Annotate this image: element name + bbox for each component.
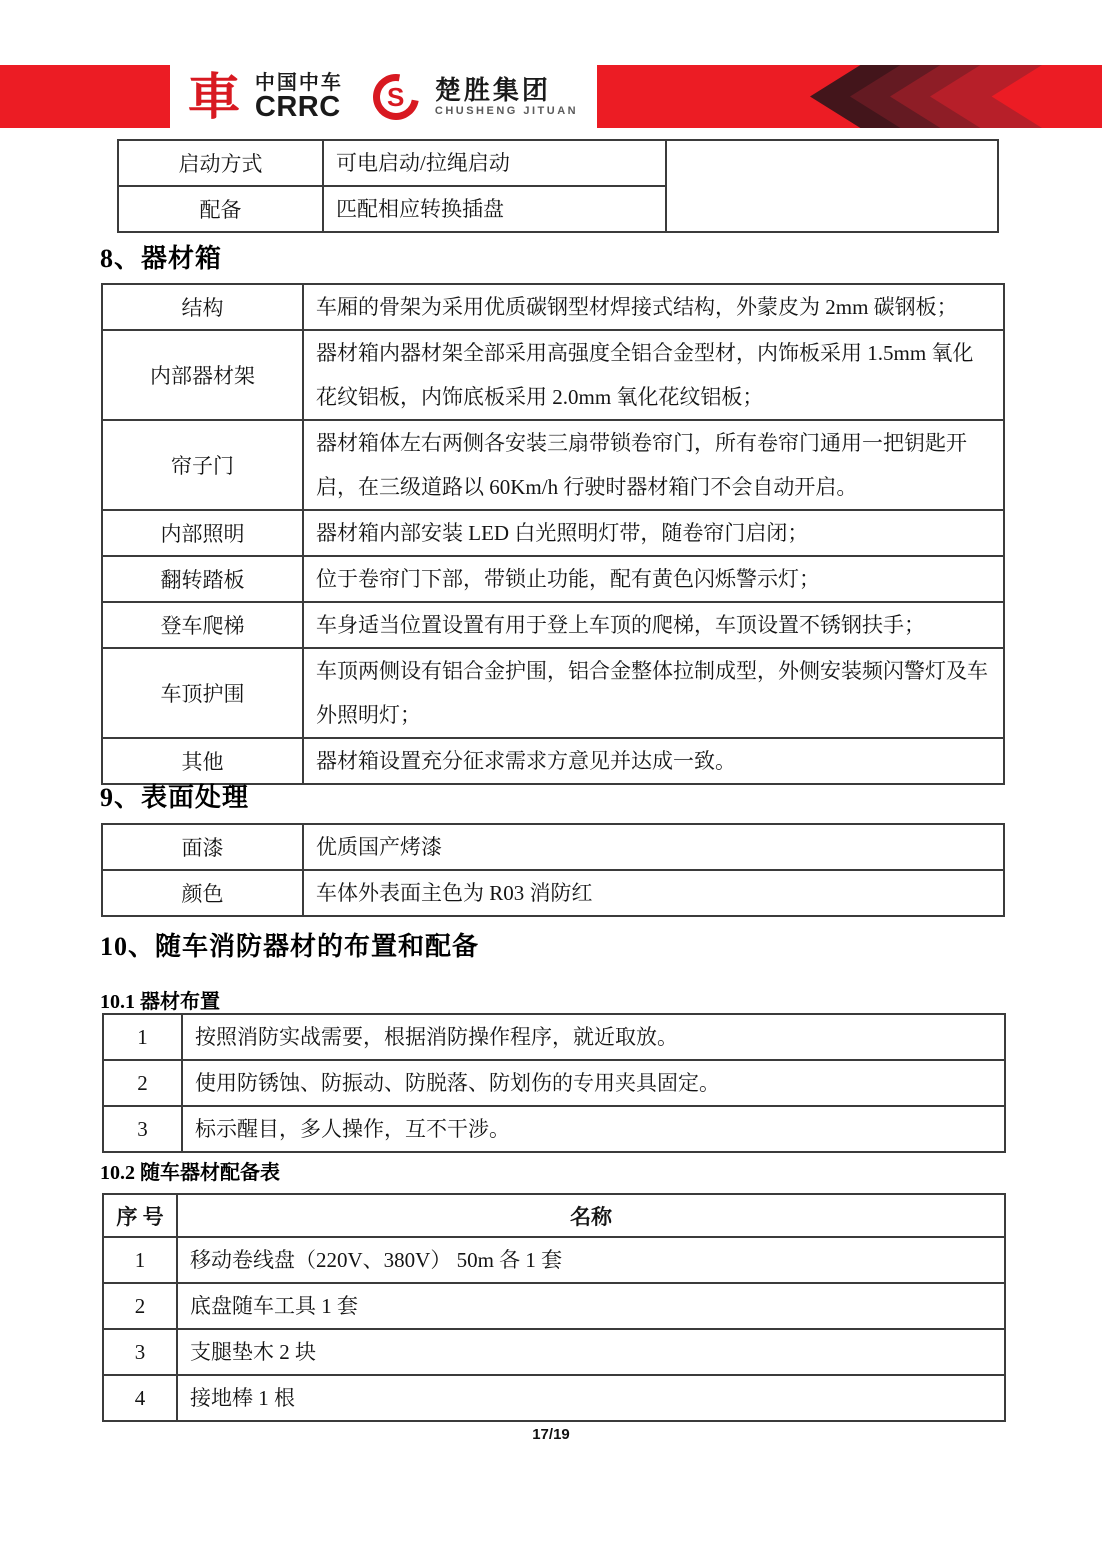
startup-spec-table (117, 139, 999, 233)
spec-value: 车顶两侧设有铝合金护围，铝合金整体拉制成型，外侧安装频闪警灯及车外照明灯； (303, 648, 1004, 738)
spec-value: 位于卷帘门下部，带锁止功能，配有黄色闪烁警示灯； (303, 556, 1004, 602)
column-header-number: 序 号 (103, 1194, 177, 1237)
table-row (118, 140, 998, 186)
table-row (102, 330, 1004, 420)
table-row (102, 648, 1004, 738)
row-value: 支腿垫木 2 块 (177, 1329, 1005, 1375)
table-row (102, 510, 1004, 556)
row-value: 底盘随车工具 1 套 (177, 1283, 1005, 1329)
spec-value: 器材箱内器材架全部采用高强度全铝合金型材，内饰板采用 1.5mm 氧化花纹铝板，内饰底板采用 2.0mm 氧化花纹铝板； (303, 330, 1004, 420)
spec-label: 其他 (102, 738, 303, 784)
table-row (103, 1060, 1005, 1106)
table-row (103, 1014, 1005, 1060)
empty-cell (666, 140, 998, 232)
spec-value: 器材箱设置充分征求需求方意见并达成一致。 (303, 738, 1004, 784)
table-row (102, 284, 1004, 330)
spec-label: 内部照明 (102, 510, 303, 556)
spec-label: 翻转踏板 (102, 556, 303, 602)
row-number: 3 (103, 1329, 177, 1375)
spec-label: 内部器材架 (102, 330, 303, 420)
row-number: 2 (103, 1060, 182, 1106)
crrc-en-label: CRRC (254, 91, 341, 123)
surface-treatment-table (101, 823, 1005, 917)
table-row (102, 870, 1004, 916)
row-value: 使用防锈蚀、防振动、防脱落、防划伤的专用夹具固定。 (182, 1060, 1005, 1106)
column-header-name: 名称 (177, 1194, 1005, 1237)
spec-label: 颜色 (102, 870, 303, 916)
section-10-1-title: 10.1 器材布置 (100, 991, 220, 1013)
row-number: 1 (103, 1014, 182, 1060)
chusheng-s-glyph: S (387, 81, 405, 112)
section-9-title: 9、表面处理 (100, 783, 250, 812)
row-number: 3 (103, 1106, 182, 1152)
spec-value: 器材箱内部安装 LED 白光照明灯带，随卷帘门启闭； (303, 510, 1004, 556)
spec-label: 结构 (102, 284, 303, 330)
crrc-logo-text (255, 72, 343, 121)
spec-label: 车顶护围 (102, 648, 303, 738)
crrc-logo-icon: 車 (187, 66, 241, 126)
spec-label: 面漆 (102, 824, 303, 870)
chusheng-logo-text (435, 76, 578, 118)
row-number: 4 (103, 1375, 177, 1421)
table-row (103, 1329, 1005, 1375)
page-number: 17/19 (532, 1426, 570, 1443)
table-row (102, 556, 1004, 602)
spec-value: 车身适当位置设置有用于登上车顶的爬梯，车顶设置不锈钢扶手； (303, 602, 1004, 648)
section-10-2-title: 10.2 随车器材配备表 (100, 1162, 280, 1184)
equipment-box-table (101, 283, 1005, 785)
row-value: 标示醒目，多人操作，互不干涉。 (182, 1106, 1005, 1152)
spec-value: 匹配相应转换插盘 (323, 186, 666, 232)
chusheng-cn-label: 楚胜集团 (434, 74, 551, 105)
section-10-title: 10、随车消防器材的布置和配备 (100, 932, 480, 961)
table-header-row (103, 1194, 1005, 1237)
spec-label: 启动方式 (118, 140, 323, 186)
equipment-layout-table (102, 1013, 1006, 1153)
spec-value: 车体外表面主色为 R03 消防红 (303, 870, 1004, 916)
row-number: 2 (103, 1283, 177, 1329)
onboard-equipment-table (102, 1193, 1006, 1422)
header-band (0, 65, 1102, 128)
row-number: 1 (103, 1237, 177, 1283)
spec-value: 可电启动/拉绳启动 (323, 140, 666, 186)
crrc-cn-label: 中国中车 (254, 72, 343, 94)
chusheng-logo-icon (364, 65, 428, 128)
spec-label: 帘子门 (102, 420, 303, 510)
row-value: 按照消防实战需要，根据消防操作程序，就近取放。 (182, 1014, 1005, 1060)
table-row (102, 420, 1004, 510)
spec-value: 优质国产烤漆 (303, 824, 1004, 870)
spec-value: 器材箱体左右两侧各安装三扇带锁卷帘门，所有卷帘门通用一把钥匙开启，在三级道路以 60Km/h 行驶时器材箱门不会自动开启。 (303, 420, 1004, 510)
row-value: 接地棒 1 根 (177, 1375, 1005, 1421)
spec-label: 登车爬梯 (102, 602, 303, 648)
table-row (102, 602, 1004, 648)
table-row (103, 1106, 1005, 1152)
spec-value: 车厢的骨架为采用优质碳钢型材焊接式结构，外蒙皮为 2mm 碳钢板； (303, 284, 1004, 330)
chusheng-en-label: CHUSHENG JITUAN (434, 104, 579, 117)
section-8-title: 8、器材箱 (100, 244, 223, 273)
row-value: 移动卷线盘（220V、380V） 50m 各 1 套 (177, 1237, 1005, 1283)
spec-label: 配备 (118, 186, 323, 232)
table-row (102, 824, 1004, 870)
table-row (103, 1283, 1005, 1329)
table-row (103, 1237, 1005, 1283)
logo-box (170, 65, 597, 128)
table-row (103, 1375, 1005, 1421)
